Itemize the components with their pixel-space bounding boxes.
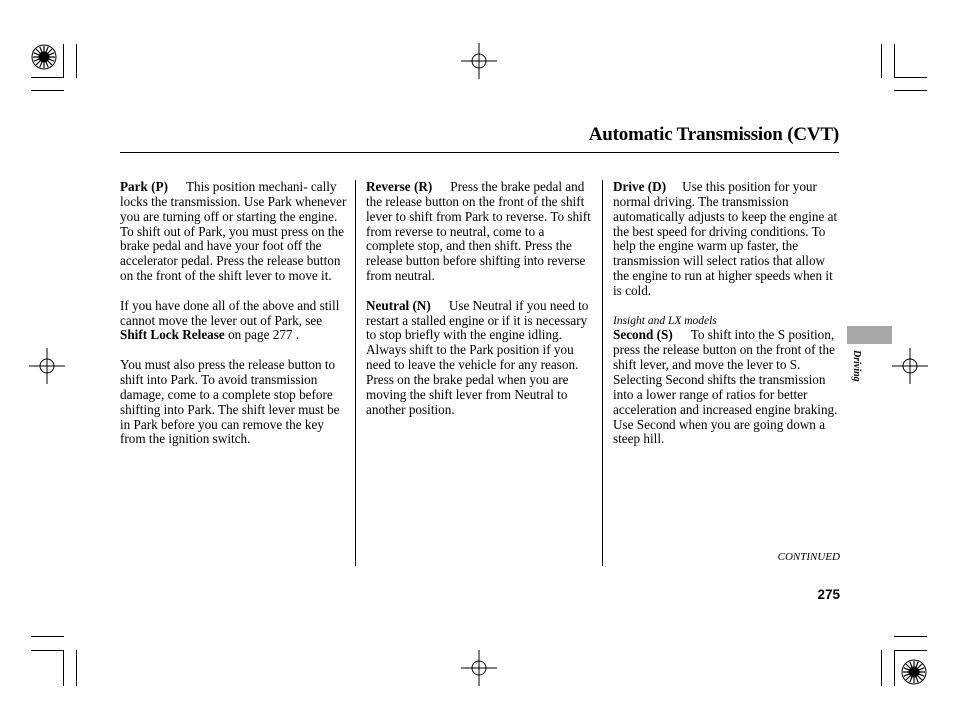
header-rule	[120, 152, 839, 153]
registration-crosshair-icon	[892, 348, 928, 384]
shift-lock-text-b: on page 277 .	[228, 327, 300, 343]
park-text: cally locks the transmission. Use Park whenever you are turning off or starting the engine. To shift out of Park, you must press on the brake pedal and have your foot off the accelerator pedal. Press the release button on the front of the shift lever to move it.	[120, 179, 347, 284]
second-text: position, press the release button on the front of the shift lever, and move the lever to S. Selecting Second shifts the transmission into a lower range of ratios for better acceleration and increased engine braking. Use Second when you are going down a steep hill.	[613, 327, 838, 447]
reverse-text-lead: Press the brake	[450, 179, 531, 194]
column-left	[120, 180, 348, 447]
page-title: Automatic Transmission (CVT)	[588, 124, 839, 145]
section-tab-label: Driving	[851, 350, 862, 382]
neutral-section	[366, 299, 594, 418]
park-heading: Park (P)	[120, 179, 168, 194]
drive-text: your normal driving. The transmission automatically adjusts to keep the engine at the best speed for driving conditions. To help the engine warm up faster, the transmission will select ratios that allow the engine to run at higher speeds when it is cold.	[613, 179, 838, 298]
park-release-paragraph: You must also press the release button to shift into Park. To avoid transmission damage, come to a complete stop before shifting into Park. The shift lever must be in Park before you can remove the key from the ignition switch.	[120, 357, 340, 447]
park-text-lead: This position mechani-	[185, 179, 308, 194]
registration-crosshair-icon	[29, 348, 65, 384]
registration-crosshair-icon	[461, 43, 497, 79]
drive-text-lead: Use this position for	[682, 179, 790, 194]
park-section	[120, 180, 348, 284]
column-divider	[355, 180, 356, 566]
reverse-text: pedal and the release button on the front of the shift lever to shift from Park to reverse. To shift from reverse to neutral, come to a complete stop, and then shift. Press the release button before shifting into reverse from neutral.	[366, 179, 591, 284]
reverse-heading: Reverse (R)	[366, 179, 433, 194]
column-divider	[602, 180, 603, 566]
second-section	[613, 328, 841, 447]
registration-sunburst-icon	[901, 659, 927, 685]
column-right	[613, 180, 841, 447]
shift-lock-text-a: If you have done all of the above and still cannot move the lever out of Park, see	[120, 297, 340, 328]
second-heading: Second (S)	[613, 327, 673, 343]
neutral-heading: Neutral (N)	[366, 297, 431, 313]
shift-lock-paragraph	[120, 299, 348, 344]
second-text-lead: To shift into the S	[690, 327, 786, 343]
shift-lock-release-reference: Shift Lock Release	[120, 327, 225, 343]
page-number: 275	[817, 587, 840, 602]
registration-sunburst-icon	[31, 44, 57, 70]
registration-crosshair-icon	[461, 650, 497, 686]
models-note: Insight and LX models	[613, 314, 717, 327]
neutral-text-lead: Use Neutral if you	[448, 297, 547, 313]
drive-section	[613, 180, 841, 299]
drive-heading: Drive (D)	[613, 179, 667, 194]
reverse-section	[366, 180, 594, 284]
column-middle	[366, 180, 594, 418]
continued-note: CONTINUED	[777, 551, 840, 563]
section-tab	[847, 326, 892, 344]
neutral-text: need to restart a stalled engine or if it is necessary to stop briefly with the engine idling. Always shift to the Park position if you need to leave the vehicle for any reason. Press on the brake pedal when you are moving the shift lever from Neutral to another position.	[366, 297, 589, 417]
